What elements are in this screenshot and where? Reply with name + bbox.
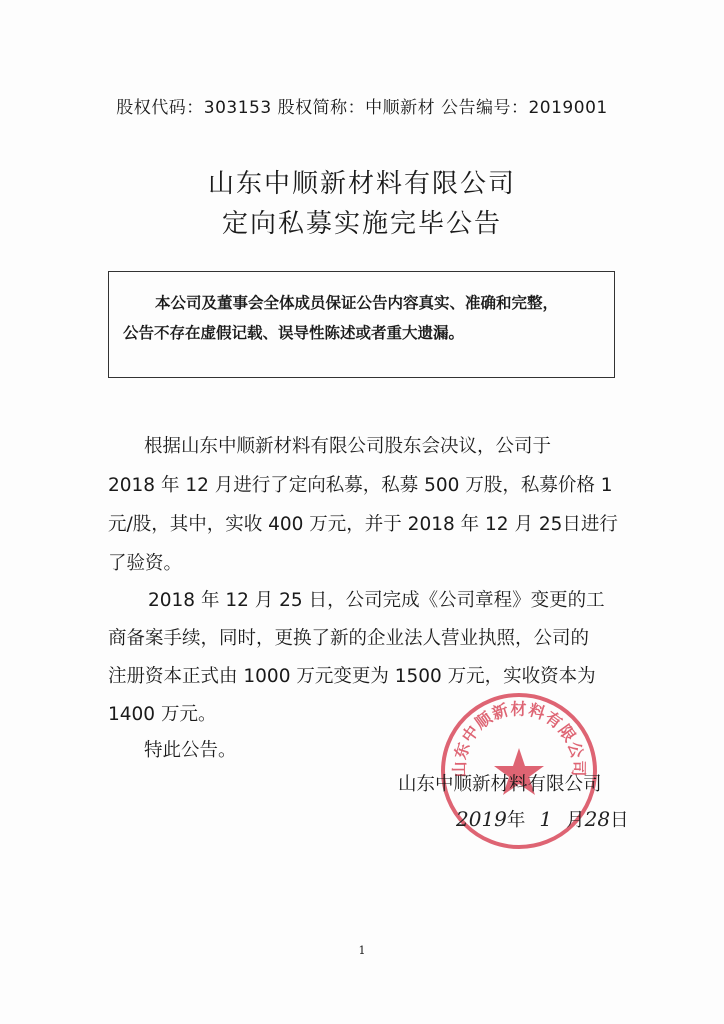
paragraph-1-line-3: 元/股，其中，实收 400 万元，并于 2018 年 12 月 25日进行 [108,514,618,535]
closing-remark: 特此公告。 [144,740,237,761]
paragraph-2-line-3: 注册资本正式由 1000 万元变更为 1500 万元，实收资本为 [108,666,596,687]
page-number: 1 [358,944,366,957]
announcement-title: 定向私募实施完毕公告 [221,209,502,239]
signature-company: 山东中顺新材料有限公司 [398,774,602,795]
seal-lettering: 山东中顺新材料有限公司 [449,699,589,778]
disclaimer-line-1: 本公司及董事会全体成员保证公告内容真实、准确和完整， [155,294,559,312]
date-day-char: 日 [610,810,629,831]
paragraph-2-line-1: 2018 年 12 月 25 日，公司完成《公司章程》变更的工 [148,590,605,611]
date-month-char: 月 [566,810,585,831]
date-year: 2019 [456,807,507,831]
paragraph-2-line-2: 商备案手续，同时，更换了新的企业法人营业执照，公司的 [108,628,590,649]
disclaimer-line-2: 公告不存在虚假记载、误导性陈述或者重大遗漏。 [123,324,465,342]
paragraph-1-line-1: 根据山东中顺新材料有限公司股东会决议，公司于 [144,436,552,457]
disclaimer-box [108,271,615,378]
paragraph-2-line-4: 1400 万元。 [108,704,217,725]
paragraph-1-line-2: 2018 年 12 月进行了定向私募，私募 500 万股，私募价格 1 [108,475,613,496]
date-day: 28 [584,807,611,831]
signature-date [456,806,629,832]
company-title: 山东中顺新材料有限公司 [207,169,516,199]
date-year-char: 年 [506,810,526,831]
date-month: 1 [539,807,553,831]
paragraph-1-line-4: 了验资。 [108,553,183,574]
announcement-code-line: 股权代码：303153 股权简称：中顺新材 公告编号：2019001 [116,98,608,118]
